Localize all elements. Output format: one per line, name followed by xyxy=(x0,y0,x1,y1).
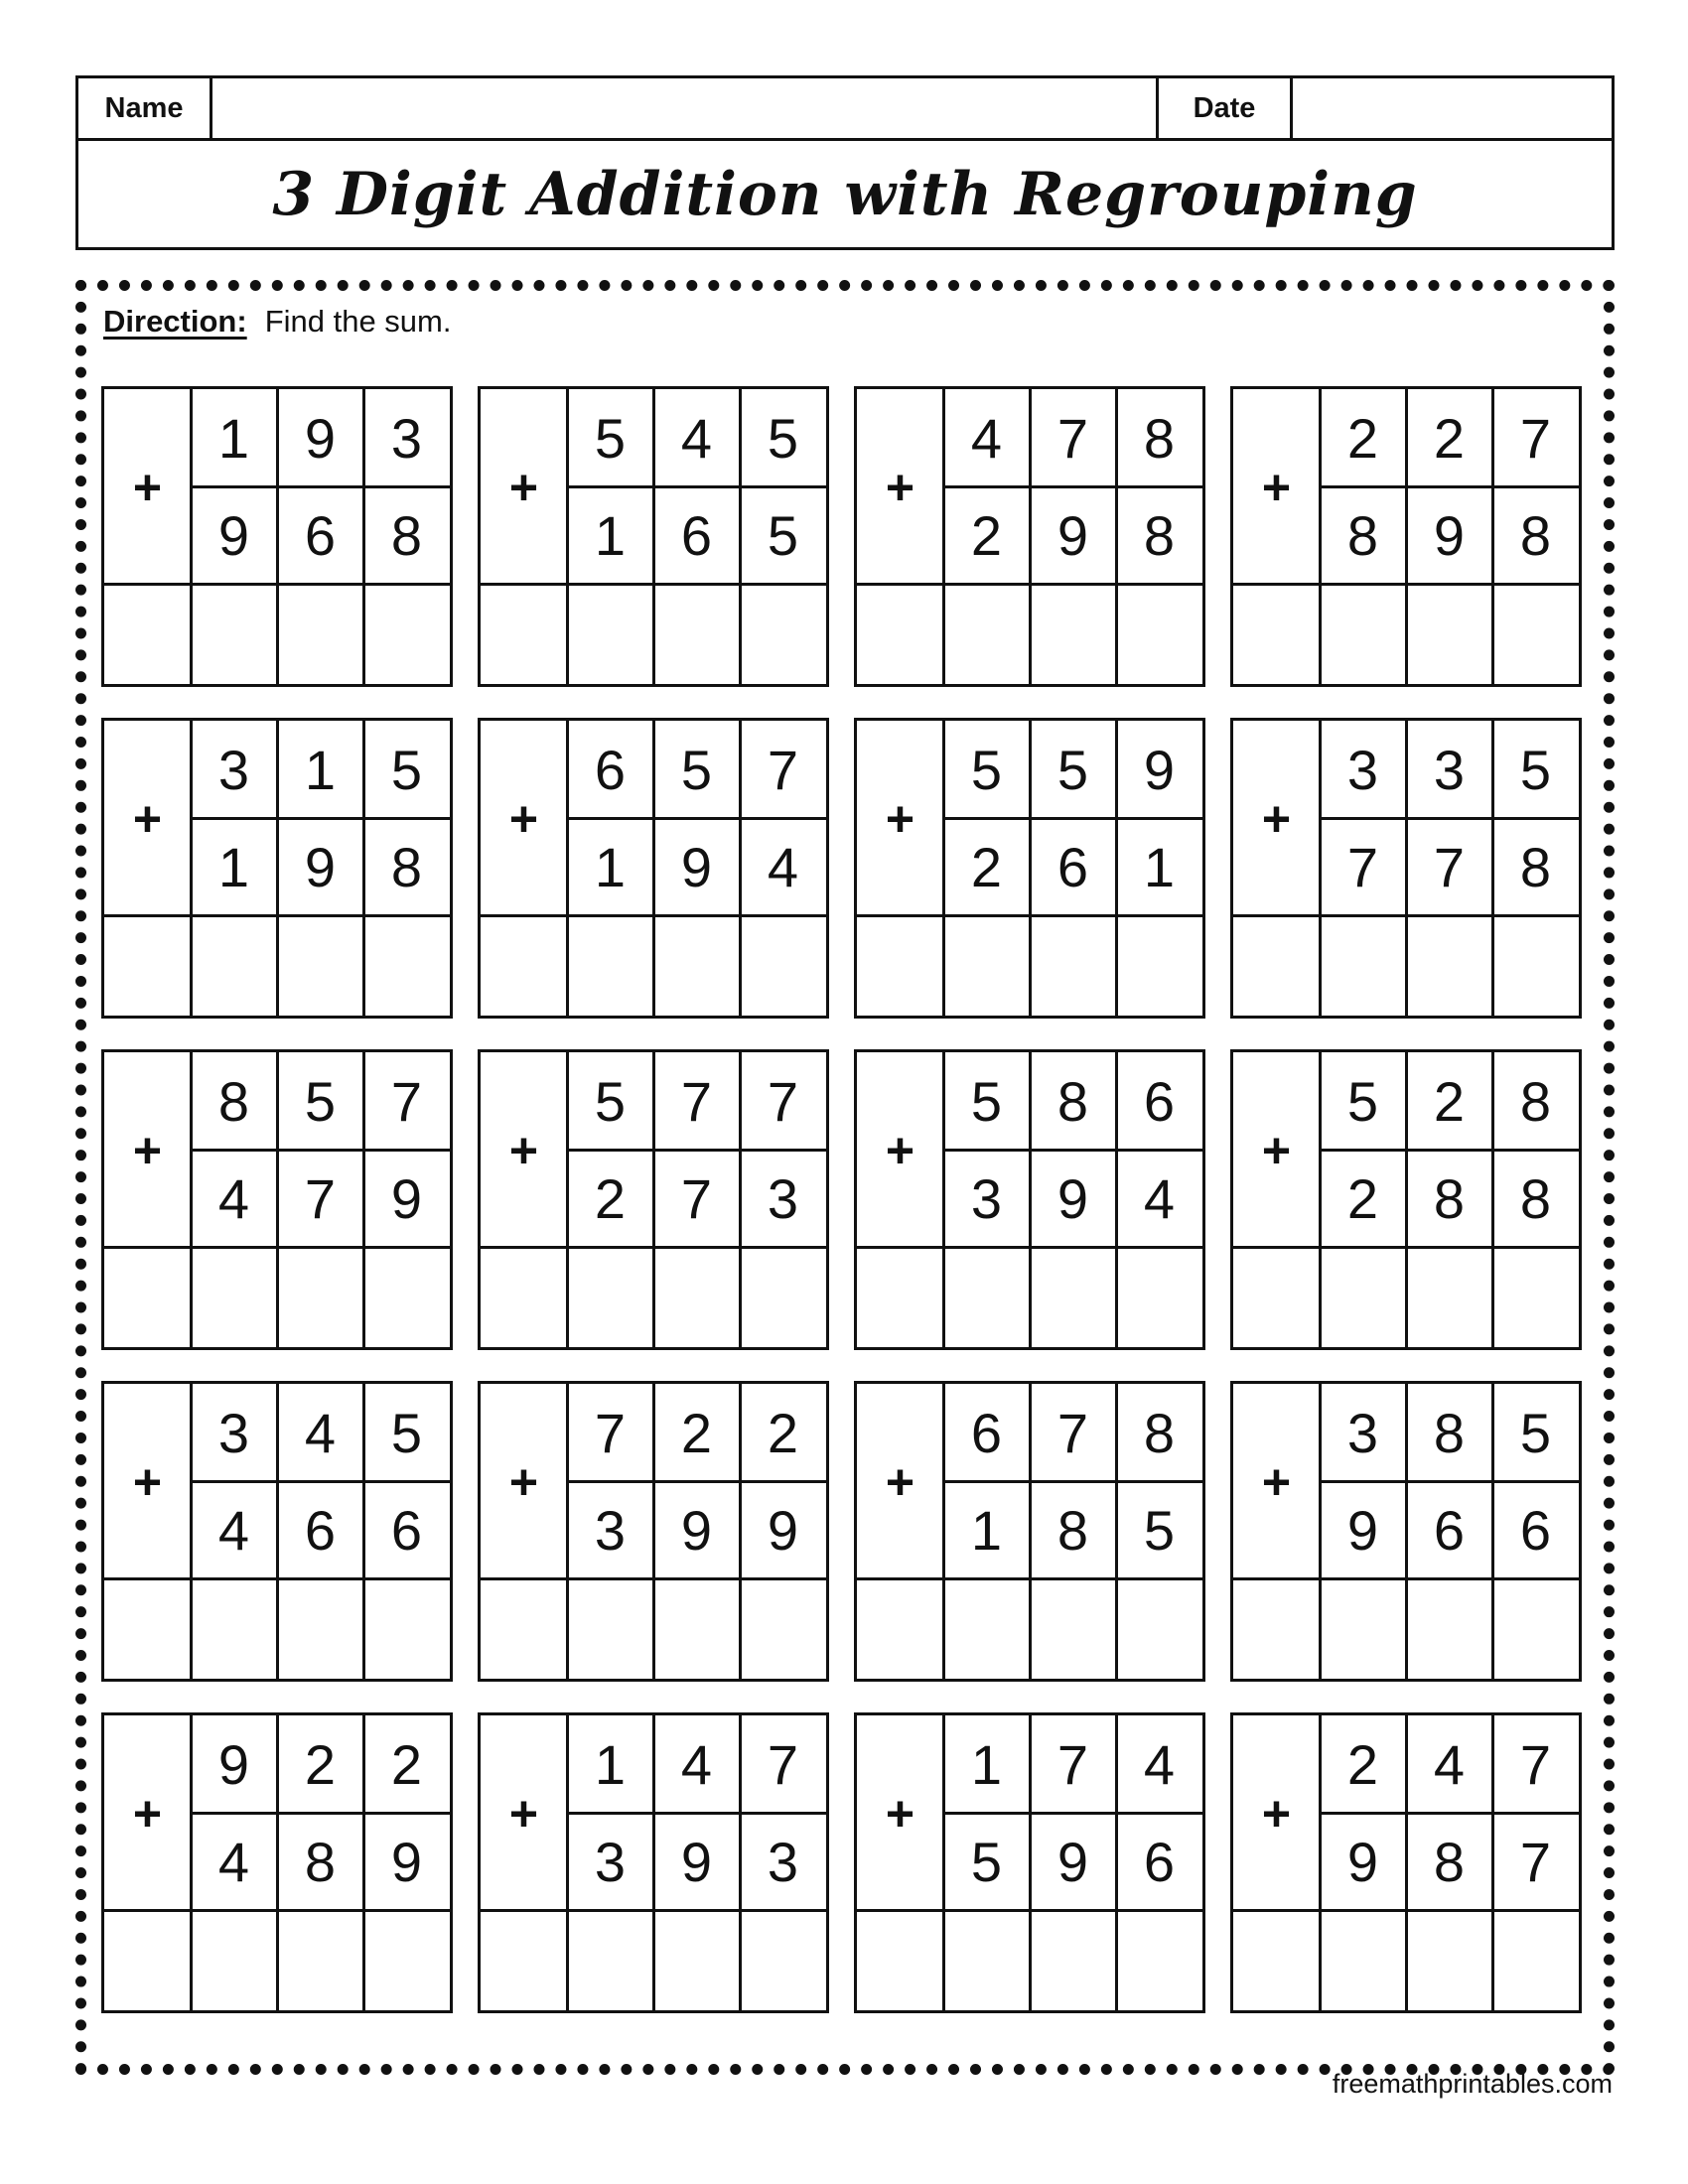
bottom-digit: 9 xyxy=(680,1830,713,1893)
answer-cell[interactable] xyxy=(277,1910,363,2010)
top-digit: 5 xyxy=(680,738,713,801)
bottom-digit: 9 xyxy=(304,835,337,898)
answer-cell[interactable] xyxy=(653,1578,740,1679)
answer-cell[interactable] xyxy=(1233,1910,1320,2010)
answer-cell[interactable] xyxy=(740,915,826,1016)
problem-box xyxy=(854,1049,1205,1350)
plus-sign: + xyxy=(1261,1122,1292,1178)
bottom-digit: 9 xyxy=(390,1166,423,1230)
plus-sign: + xyxy=(508,790,539,847)
plus-sign: + xyxy=(132,790,163,847)
answer-cell[interactable] xyxy=(567,1578,653,1679)
top-digit: 3 xyxy=(1346,738,1379,801)
bottom-digit: 6 xyxy=(1056,835,1089,898)
answer-cell[interactable] xyxy=(1320,915,1406,1016)
bottom-digit: 3 xyxy=(767,1830,799,1893)
bottom-digit: 6 xyxy=(304,503,337,567)
answer-cell[interactable] xyxy=(857,1247,943,1347)
answer-cell[interactable] xyxy=(481,1578,567,1679)
answer-cell[interactable] xyxy=(1406,1247,1492,1347)
answer-cell[interactable] xyxy=(1320,1578,1406,1679)
answer-cell[interactable] xyxy=(857,584,943,684)
answer-cell[interactable] xyxy=(653,1247,740,1347)
top-digit: 4 xyxy=(304,1401,337,1464)
answer-cell[interactable] xyxy=(1406,584,1492,684)
answer-cell[interactable] xyxy=(481,1910,567,2010)
problem-box xyxy=(101,1712,453,2013)
bottom-digit: 8 xyxy=(390,835,423,898)
bottom-digit: 5 xyxy=(767,503,799,567)
answer-cell[interactable] xyxy=(1116,1910,1202,2010)
answer-cell[interactable] xyxy=(653,915,740,1016)
answer-cell[interactable] xyxy=(1116,1247,1202,1347)
answer-cell[interactable] xyxy=(740,1578,826,1679)
answer-cell[interactable] xyxy=(1406,1910,1492,2010)
plus-sign: + xyxy=(885,790,915,847)
top-digit: 3 xyxy=(217,738,250,801)
bottom-digit: 4 xyxy=(217,1166,250,1230)
answer-cell[interactable] xyxy=(1030,1247,1116,1347)
plus-sign: + xyxy=(508,1122,539,1178)
bottom-digit: 9 xyxy=(1056,1166,1089,1230)
top-digit: 2 xyxy=(767,1401,799,1464)
bottom-digit: 8 xyxy=(390,503,423,567)
plus-sign: + xyxy=(885,1122,915,1178)
problems-grid xyxy=(101,386,1581,2014)
answer-cell[interactable] xyxy=(277,1247,363,1347)
answer-cell[interactable] xyxy=(191,1910,277,2010)
bottom-digit: 3 xyxy=(970,1166,1003,1230)
bottom-digit: 1 xyxy=(1143,835,1176,898)
top-digit: 8 xyxy=(1433,1401,1466,1464)
answer-cell[interactable] xyxy=(1492,1578,1579,1679)
top-digit: 5 xyxy=(390,1401,423,1464)
bottom-digit: 4 xyxy=(217,1830,250,1893)
answer-cell[interactable] xyxy=(481,1247,567,1347)
plus-sign: + xyxy=(508,1453,539,1510)
top-digit: 7 xyxy=(594,1401,627,1464)
answer-cell[interactable] xyxy=(1233,1247,1320,1347)
bottom-digit: 9 xyxy=(680,835,713,898)
top-digit: 7 xyxy=(767,738,799,801)
problem-box xyxy=(854,1381,1205,1682)
answer-cell[interactable] xyxy=(1320,584,1406,684)
top-digit: 8 xyxy=(217,1069,250,1133)
footer-site: freemathprintables.com xyxy=(1332,2069,1613,2099)
answer-cell[interactable] xyxy=(1116,584,1202,684)
top-digit: 4 xyxy=(680,1732,713,1796)
answer-cell[interactable] xyxy=(481,584,567,684)
top-digit: 5 xyxy=(1519,738,1552,801)
bottom-digit: 2 xyxy=(594,1166,627,1230)
top-digit: 5 xyxy=(1346,1069,1379,1133)
bottom-digit: 8 xyxy=(1346,503,1379,567)
problem-box xyxy=(854,718,1205,1019)
answer-cell[interactable] xyxy=(1492,584,1579,684)
name-field[interactable] xyxy=(212,78,1159,138)
top-digit: 4 xyxy=(970,406,1003,470)
answer-cell[interactable] xyxy=(567,584,653,684)
bottom-digit: 8 xyxy=(1433,1166,1466,1230)
answer-cell[interactable] xyxy=(104,915,191,1016)
answer-cell[interactable] xyxy=(653,1910,740,2010)
top-digit: 1 xyxy=(594,1732,627,1796)
name-label: Name xyxy=(78,78,212,138)
plus-sign: + xyxy=(508,459,539,515)
problem-box xyxy=(854,386,1205,687)
plus-sign: + xyxy=(885,1453,915,1510)
answer-cell[interactable] xyxy=(1233,915,1320,1016)
answer-cell[interactable] xyxy=(943,1247,1030,1347)
bottom-digit: 4 xyxy=(217,1498,250,1562)
problem-box xyxy=(101,1381,453,1682)
top-digit: 2 xyxy=(1433,406,1466,470)
top-digit: 7 xyxy=(680,1069,713,1133)
answer-cell[interactable] xyxy=(1030,1910,1116,2010)
bottom-digit: 2 xyxy=(1346,1166,1379,1230)
bottom-digit: 9 xyxy=(217,503,250,567)
bottom-digit: 8 xyxy=(1519,1166,1552,1230)
bottom-digit: 8 xyxy=(304,1830,337,1893)
answer-cell[interactable] xyxy=(567,1247,653,1347)
top-digit: 3 xyxy=(217,1401,250,1464)
top-digit: 2 xyxy=(390,1732,423,1796)
answer-cell[interactable] xyxy=(740,584,826,684)
top-digit: 5 xyxy=(594,1069,627,1133)
top-digit: 3 xyxy=(1346,1401,1379,1464)
bottom-digit: 8 xyxy=(1519,503,1552,567)
worksheet-title: 3 Digit Addition with Regrouping xyxy=(272,159,1418,229)
top-digit: 2 xyxy=(1346,1732,1379,1796)
bottom-digit: 6 xyxy=(1433,1498,1466,1562)
bottom-digit: 6 xyxy=(1143,1830,1176,1893)
top-digit: 9 xyxy=(217,1732,250,1796)
top-digit: 5 xyxy=(304,1069,337,1133)
date-field[interactable] xyxy=(1293,78,1612,138)
bottom-digit: 7 xyxy=(304,1166,337,1230)
top-digit: 8 xyxy=(1519,1069,1552,1133)
top-digit: 7 xyxy=(1519,1732,1552,1796)
answer-cell[interactable] xyxy=(1030,1578,1116,1679)
top-digit: 5 xyxy=(767,406,799,470)
problem-box xyxy=(478,1712,829,2013)
top-digit: 4 xyxy=(1433,1732,1466,1796)
plus-sign: + xyxy=(1261,1785,1292,1842)
bottom-digit: 6 xyxy=(390,1498,423,1562)
top-digit: 7 xyxy=(1056,1401,1089,1464)
answer-cell[interactable] xyxy=(104,1910,191,2010)
top-digit: 7 xyxy=(1519,406,1552,470)
answer-cell[interactable] xyxy=(943,584,1030,684)
answer-cell[interactable] xyxy=(277,1578,363,1679)
top-digit: 2 xyxy=(304,1732,337,1796)
problem-box xyxy=(101,1049,453,1350)
plus-sign: + xyxy=(885,1785,915,1842)
top-digit: 6 xyxy=(1143,1069,1176,1133)
plus-sign: + xyxy=(132,459,163,515)
bottom-digit: 5 xyxy=(970,1830,1003,1893)
answer-cell[interactable] xyxy=(653,584,740,684)
top-digit: 3 xyxy=(390,406,423,470)
top-digit: 3 xyxy=(1433,738,1466,801)
bottom-digit: 6 xyxy=(1519,1498,1552,1562)
bottom-digit: 1 xyxy=(217,835,250,898)
top-digit: 2 xyxy=(680,1401,713,1464)
problem-box xyxy=(101,718,453,1019)
answer-cell[interactable] xyxy=(104,1578,191,1679)
bottom-digit: 8 xyxy=(1056,1498,1089,1562)
bottom-digit: 8 xyxy=(1519,835,1552,898)
top-digit: 5 xyxy=(594,406,627,470)
top-digit: 5 xyxy=(390,738,423,801)
plus-sign: + xyxy=(508,1785,539,1842)
top-digit: 8 xyxy=(1143,1401,1176,1464)
answer-cell[interactable] xyxy=(740,1247,826,1347)
top-digit: 1 xyxy=(970,1732,1003,1796)
answer-cell[interactable] xyxy=(191,1247,277,1347)
answer-cell[interactable] xyxy=(857,915,943,1016)
problem-box xyxy=(1230,1381,1582,1682)
answer-cell[interactable] xyxy=(1320,1910,1406,2010)
bottom-digit: 6 xyxy=(304,1498,337,1562)
answer-cell[interactable] xyxy=(104,1247,191,1347)
answer-cell[interactable] xyxy=(943,1910,1030,2010)
problem-box xyxy=(1230,1712,1582,2013)
top-digit: 5 xyxy=(970,1069,1003,1133)
bottom-digit: 9 xyxy=(1056,1830,1089,1893)
plus-sign: + xyxy=(132,1453,163,1510)
plus-sign: + xyxy=(1261,459,1292,515)
answer-cell[interactable] xyxy=(1116,915,1202,1016)
answer-cell[interactable] xyxy=(943,915,1030,1016)
top-digit: 6 xyxy=(970,1401,1003,1464)
plus-sign: + xyxy=(1261,790,1292,847)
top-digit: 8 xyxy=(1056,1069,1089,1133)
bottom-digit: 5 xyxy=(1143,1498,1176,1562)
answer-cell[interactable] xyxy=(191,584,277,684)
bottom-digit: 4 xyxy=(767,835,799,898)
bottom-digit: 9 xyxy=(1056,503,1089,567)
bottom-digit: 2 xyxy=(970,835,1003,898)
answer-cell[interactable] xyxy=(1116,1578,1202,1679)
problem-box xyxy=(478,718,829,1019)
bottom-digit: 9 xyxy=(390,1830,423,1893)
top-digit: 4 xyxy=(680,406,713,470)
top-digit: 5 xyxy=(1519,1401,1552,1464)
bottom-digit: 9 xyxy=(767,1498,799,1562)
answer-cell[interactable] xyxy=(1320,1247,1406,1347)
answer-cell[interactable] xyxy=(191,915,277,1016)
problem-box xyxy=(478,1381,829,1682)
top-digit: 7 xyxy=(1056,1732,1089,1796)
problem-box xyxy=(478,1049,829,1350)
answer-cell[interactable] xyxy=(1030,915,1116,1016)
answer-cell[interactable] xyxy=(740,1910,826,2010)
answer-cell[interactable] xyxy=(567,915,653,1016)
bottom-digit: 1 xyxy=(594,835,627,898)
answer-cell[interactable] xyxy=(1406,915,1492,1016)
top-digit: 2 xyxy=(1433,1069,1466,1133)
top-digit: 7 xyxy=(1056,406,1089,470)
top-digit: 7 xyxy=(390,1069,423,1133)
top-digit: 7 xyxy=(767,1732,799,1796)
plus-sign: + xyxy=(1261,1453,1292,1510)
answer-cell[interactable] xyxy=(943,1578,1030,1679)
answer-cell[interactable] xyxy=(363,1247,450,1347)
top-digit: 1 xyxy=(304,738,337,801)
answer-cell[interactable] xyxy=(857,1910,943,2010)
bottom-digit: 8 xyxy=(1143,503,1176,567)
top-digit: 5 xyxy=(970,738,1003,801)
bottom-digit: 7 xyxy=(1519,1830,1552,1893)
bottom-digit: 8 xyxy=(1433,1830,1466,1893)
date-label: Date xyxy=(1159,78,1293,138)
answer-cell[interactable] xyxy=(363,1910,450,2010)
direction-text: Find the sum. xyxy=(264,304,452,339)
answer-cell[interactable] xyxy=(363,1578,450,1679)
problem-box xyxy=(854,1712,1205,2013)
answer-cell[interactable] xyxy=(1492,1247,1579,1347)
answer-cell[interactable] xyxy=(1233,1578,1320,1679)
plus-sign: + xyxy=(132,1785,163,1842)
top-digit: 4 xyxy=(1143,1732,1176,1796)
plus-sign: + xyxy=(885,459,915,515)
top-digit: 9 xyxy=(1143,738,1176,801)
bottom-digit: 1 xyxy=(594,503,627,567)
answer-cell[interactable] xyxy=(191,1578,277,1679)
answer-cell[interactable] xyxy=(104,584,191,684)
bottom-digit: 9 xyxy=(1346,1830,1379,1893)
top-digit: 8 xyxy=(1143,406,1176,470)
bottom-digit: 9 xyxy=(680,1498,713,1562)
top-digit: 9 xyxy=(304,406,337,470)
answer-cell[interactable] xyxy=(1406,1578,1492,1679)
plus-sign: + xyxy=(132,1122,163,1178)
top-digit: 7 xyxy=(767,1069,799,1133)
bottom-digit: 3 xyxy=(594,1498,627,1562)
answer-cell[interactable] xyxy=(481,915,567,1016)
answer-cell[interactable] xyxy=(1233,584,1320,684)
bottom-digit: 7 xyxy=(1433,835,1466,898)
answer-cell[interactable] xyxy=(857,1578,943,1679)
bottom-digit: 7 xyxy=(1346,835,1379,898)
bottom-digit: 3 xyxy=(594,1830,627,1893)
bottom-digit: 9 xyxy=(1346,1498,1379,1562)
top-digit: 6 xyxy=(594,738,627,801)
answer-cell[interactable] xyxy=(363,584,450,684)
bottom-digit: 6 xyxy=(680,503,713,567)
problem-box xyxy=(478,386,829,687)
problem-box xyxy=(101,386,453,687)
answer-cell[interactable] xyxy=(363,915,450,1016)
answer-cell[interactable] xyxy=(1492,1910,1579,2010)
bottom-digit: 9 xyxy=(1433,503,1466,567)
answer-cell[interactable] xyxy=(277,584,363,684)
top-digit: 2 xyxy=(1346,406,1379,470)
answer-cell[interactable] xyxy=(567,1910,653,2010)
bottom-digit: 7 xyxy=(680,1166,713,1230)
answer-cell[interactable] xyxy=(277,915,363,1016)
bottom-digit: 1 xyxy=(970,1498,1003,1562)
problem-box xyxy=(1230,1049,1582,1350)
answer-cell[interactable] xyxy=(1492,915,1579,1016)
top-digit: 5 xyxy=(1056,738,1089,801)
name-date-row xyxy=(78,78,1612,141)
problem-box xyxy=(1230,386,1582,687)
answer-cell[interactable] xyxy=(1030,584,1116,684)
bottom-digit: 3 xyxy=(767,1166,799,1230)
problem-box xyxy=(1230,718,1582,1019)
direction xyxy=(103,304,452,340)
bottom-digit: 4 xyxy=(1143,1166,1176,1230)
bottom-digit: 2 xyxy=(970,503,1003,567)
header-box xyxy=(75,75,1615,250)
direction-label: Direction: xyxy=(103,304,247,339)
top-digit: 1 xyxy=(217,406,250,470)
